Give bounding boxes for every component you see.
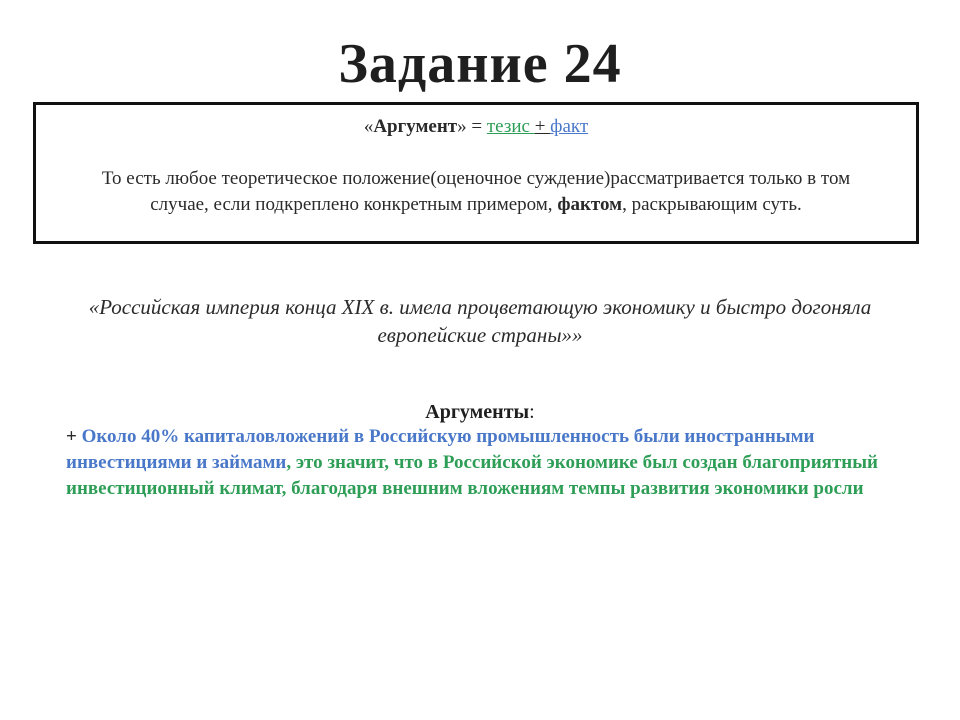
fact-word: факт bbox=[550, 116, 589, 137]
argument-item bbox=[66, 424, 886, 502]
definition-text-part2: , раскрывающим суть. bbox=[622, 194, 802, 215]
argument-word: Аргумент bbox=[373, 116, 458, 137]
thesis-word: тезис bbox=[486, 116, 535, 137]
definition-text bbox=[36, 166, 916, 218]
argument-conclusion-text: , это значит, что в Российской экономике был создан благоприятный инвестиционный климат, благодаря внешним вложениям темпы развития экономики росли bbox=[66, 452, 878, 499]
definition-text-part1: То есть любое теоретическое положение(оценочное суждение)рассматривается только в том случае, если подкреплено конкретным примером, bbox=[101, 168, 851, 215]
slide-title: Задание 24 bbox=[338, 33, 622, 95]
open-quote: « bbox=[363, 116, 374, 137]
arguments-heading-colon: : bbox=[529, 401, 535, 423]
plus-sign: + bbox=[534, 116, 551, 137]
arguments-heading bbox=[0, 398, 960, 426]
arguments-heading-label: Аргументы bbox=[425, 401, 530, 423]
close-quote-equals: » = bbox=[457, 116, 487, 137]
argument-formula bbox=[36, 114, 916, 140]
definition-text-bold: фактом bbox=[557, 194, 623, 215]
definition-box bbox=[33, 102, 919, 244]
thesis-quote: «Российская империя конца XIX в. имела процветающую экономику и быстро догоняла европейские страны»» bbox=[88, 295, 872, 347]
argument-fact-text: Около 40% капиталовложений в Российскую промышленность были иностранными инвестициями и займами bbox=[66, 426, 815, 473]
argument-plus: + bbox=[66, 426, 82, 447]
